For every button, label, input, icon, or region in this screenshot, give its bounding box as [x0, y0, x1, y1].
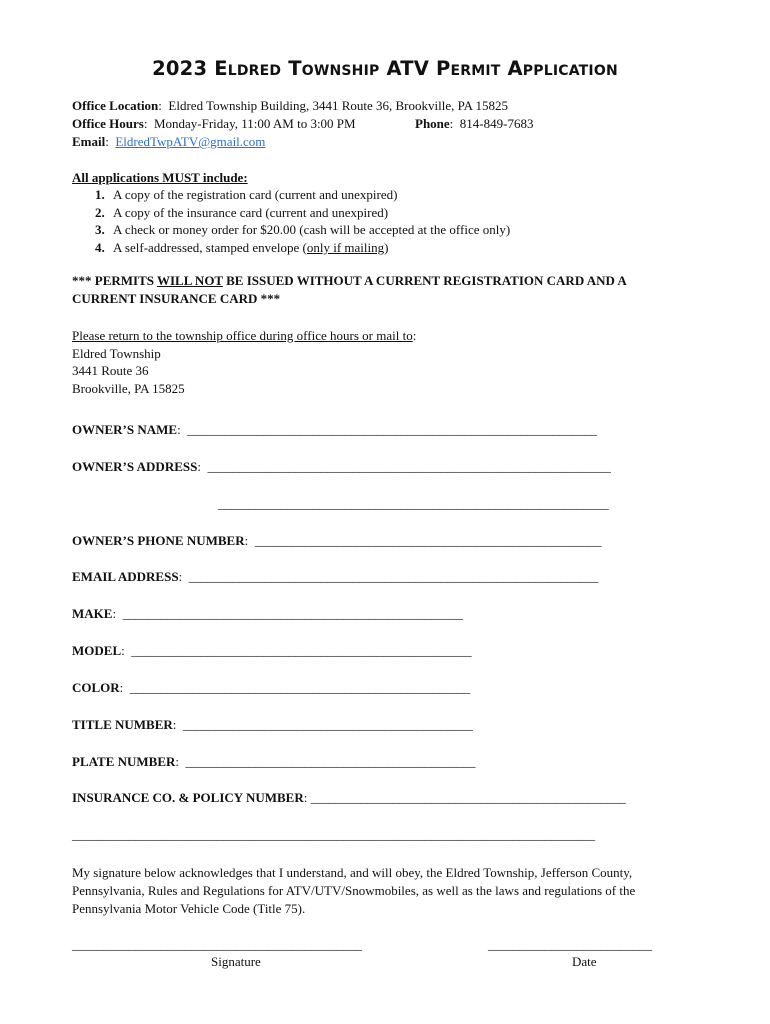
- title-number-label: TITLE NUMBER: [72, 717, 173, 732]
- office-location-value: Eldred Township Building, 3441 Route 36, Brookville, PA 15825: [168, 98, 509, 113]
- owner-name-field[interactable]: OWNER’S NAME: _________________________________________________________________: [72, 422, 597, 437]
- owner-address-second-line[interactable]: ______________________________________________________________: [218, 496, 609, 511]
- requirement-item: [95, 239, 388, 257]
- office-phone-label: Phone: [415, 116, 450, 131]
- email-address-blank[interactable]: _________________________________________________________________: [188, 569, 599, 584]
- insurance-label: INSURANCE CO. & POLICY NUMBER: [72, 790, 304, 805]
- color-field[interactable]: COLOR: ______________________________________________________: [72, 680, 470, 695]
- requirement-emphasis: only if mailing: [306, 240, 385, 255]
- insurance-blank-2[interactable]: ___________________________________________________________________________________: [72, 827, 595, 842]
- date-blank[interactable]: __________________________: [488, 937, 652, 952]
- owner-phone-label: OWNER’S PHONE NUMBER: [72, 533, 245, 548]
- office-hours-label: Office Hours: [72, 116, 144, 131]
- warning-text: CURRENT INSURANCE CARD ***: [72, 291, 281, 306]
- return-address-line: Eldred Township: [72, 346, 161, 361]
- model-field[interactable]: MODEL: ______________________________________________________: [72, 643, 472, 658]
- return-instruction: [72, 327, 416, 345]
- signature-label: Signature: [211, 954, 261, 969]
- requirement-text: A self-addressed, stamped envelope (: [113, 240, 307, 255]
- owner-address-blank[interactable]: ________________________________________________________________: [207, 459, 611, 474]
- office-email-label: Email: [72, 134, 106, 149]
- return-address-line: Brookville, PA 15825: [72, 381, 185, 396]
- requirement-text-end: ): [384, 240, 389, 255]
- date-label: Date: [572, 954, 597, 969]
- insurance-field[interactable]: INSURANCE CO. & POLICY NUMBER: __________________________________________________: [72, 790, 626, 805]
- insurance-second-line[interactable]: [72, 826, 595, 844]
- owner-name-label: OWNER’S NAME: [72, 422, 178, 437]
- owner-address-field[interactable]: OWNER’S ADDRESS: ________________________________________________________________: [72, 459, 611, 474]
- office-location-label: Office Location: [72, 98, 159, 113]
- requirement-number: 4.: [95, 240, 105, 255]
- requirement-text: A copy of the insurance card (current and unexpired): [113, 205, 389, 220]
- owner-address-blank-2[interactable]: [218, 495, 609, 513]
- requirement-number: 1.: [95, 187, 105, 202]
- office-phone: Phone: 814-849-7683: [415, 116, 534, 131]
- office-location: Office Location: Eldred Township Building, 3441 Route 36, Brookville, PA 15825: [72, 98, 509, 113]
- page-title: 2023 Eldred Township ATV Permit Application: [152, 57, 618, 80]
- return-instruction-colon: :: [412, 328, 417, 343]
- warning-text: BE ISSUED WITHOUT A CURRENT REGISTRATION CARD AND A: [222, 273, 627, 288]
- warning-text: *** PERMITS: [72, 273, 157, 288]
- office-email: Email: EldredTwpATV@gmail.com: [72, 134, 266, 149]
- warning-line-1: [72, 272, 627, 290]
- requirement-number: 2.: [95, 205, 105, 220]
- model-blank[interactable]: ______________________________________________________: [131, 643, 472, 658]
- title-number-blank[interactable]: ______________________________________________: [182, 717, 473, 732]
- warning-line-2: [72, 290, 280, 308]
- date-line[interactable]: [488, 936, 652, 954]
- insurance-blank[interactable]: __________________________________________________: [310, 790, 626, 805]
- plate-number-label: PLATE NUMBER: [72, 754, 176, 769]
- requirement-item: [95, 221, 510, 239]
- requirements-heading-text: All applications MUST include:: [72, 170, 248, 185]
- owner-address-label: OWNER’S ADDRESS: [72, 459, 198, 474]
- email-address-field[interactable]: EMAIL ADDRESS: _________________________________________________________________: [72, 569, 599, 584]
- office-hours: Office Hours: Monday-Friday, 11:00 AM to 3:00 PM: [72, 116, 356, 131]
- color-blank[interactable]: ______________________________________________________: [129, 680, 470, 695]
- acknowledgement-line: Pennsylvania, Rules and Regulations for ATV/UTV/Snowmobiles, as well as the laws and regulations of the: [72, 883, 636, 898]
- requirement-item: [95, 186, 397, 204]
- make-blank[interactable]: ______________________________________________________: [122, 606, 463, 621]
- owner-phone-blank[interactable]: _______________________________________________________: [254, 533, 602, 548]
- color-label: COLOR: [72, 680, 120, 695]
- return-address-line: 3441 Route 36: [72, 363, 149, 378]
- plate-number-field[interactable]: PLATE NUMBER: ______________________________________________: [72, 754, 476, 769]
- return-instruction-text: Please return to the township office during office hours or mail to: [72, 328, 413, 343]
- plate-number-blank[interactable]: ______________________________________________: [185, 754, 476, 769]
- owner-name-blank[interactable]: _________________________________________________________________: [187, 422, 597, 437]
- email-address-label: EMAIL ADDRESS: [72, 569, 179, 584]
- requirement-number: 3.: [95, 222, 105, 237]
- office-phone-value: 814-849-7683: [459, 116, 534, 131]
- make-field[interactable]: MAKE: ______________________________________________________: [72, 606, 463, 621]
- email-link[interactable]: EldredTwpATV@gmail.com: [115, 134, 266, 149]
- requirement-text: A copy of the registration card (current and unexpired): [113, 187, 398, 202]
- title-number-field[interactable]: TITLE NUMBER: ______________________________________________: [72, 717, 473, 732]
- make-label: MAKE: [72, 606, 113, 621]
- acknowledgement-line: Pennsylvania Motor Vehicle Code (Title 75).: [72, 901, 306, 916]
- model-label: MODEL: [72, 643, 122, 658]
- requirement-text: A check or money order for $20.00 (cash will be accepted at the office only): [113, 222, 511, 237]
- acknowledgement-line: My signature below acknowledges that I understand, and will obey, the Eldred Township, Jefferson County,: [72, 865, 633, 880]
- owner-phone-field[interactable]: OWNER’S PHONE NUMBER: _______________________________________________________: [72, 533, 602, 548]
- signature-blank[interactable]: ______________________________________________: [72, 937, 362, 952]
- requirements-heading: [72, 169, 248, 187]
- requirement-item: [95, 204, 388, 222]
- warning-emphasis: WILL NOT: [157, 273, 223, 288]
- signature-line[interactable]: [72, 936, 362, 954]
- office-hours-value: Monday-Friday, 11:00 AM to 3:00 PM: [153, 116, 356, 131]
